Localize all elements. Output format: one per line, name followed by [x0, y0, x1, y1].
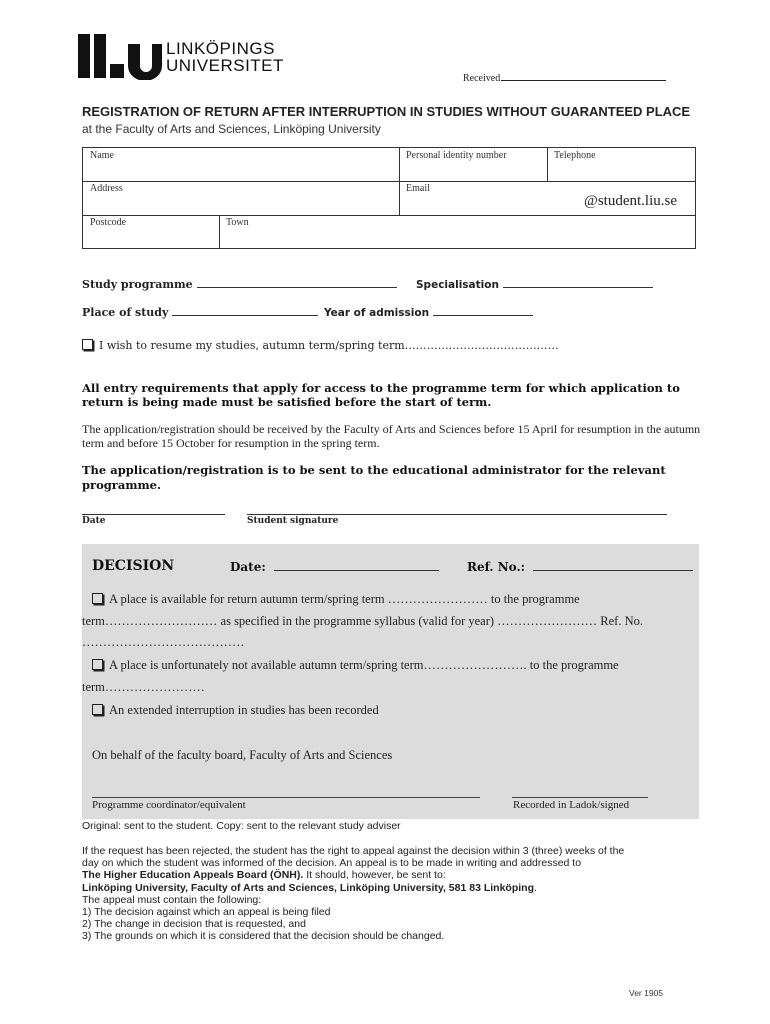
email-label: Email [406, 183, 430, 194]
appeal-line [82, 882, 624, 894]
personal-id-label: Personal identity number [406, 150, 507, 161]
year-of-admission-label: Year of admission [324, 307, 430, 319]
appeal-line: 1) The decision against which an appeal is being filed [82, 906, 331, 919]
appeal-line [82, 869, 624, 881]
specialisation-input[interactable] [503, 286, 653, 288]
option-extended-text: An extended interruption in studies has been recorded [109, 703, 379, 717]
decision-ref-label: Ref. No.: [467, 560, 526, 574]
appeal-line-rest: It should, however, be sent to: [303, 869, 446, 882]
study-programme-row [82, 278, 397, 291]
page-subtitle: at the Faculty of Arts and Sciences, Linköping University [82, 122, 381, 136]
coordinator-label: Programme coordinator/equivalent [92, 799, 246, 811]
address-field[interactable] [83, 181, 399, 215]
decision-ref-input[interactable] [533, 569, 693, 571]
name-label: Name [90, 150, 114, 161]
specialisation-row [416, 279, 653, 291]
student-signature-line[interactable] [247, 514, 667, 515]
appeals-board: The Higher Education Appeals Board (ÖNH). [82, 869, 304, 882]
resume-option [82, 339, 559, 352]
option-not-available-text: A place is unfortunately not available autumn term/spring term……………………. to the programme [109, 658, 619, 672]
postcode-label: Postcode [90, 217, 127, 228]
appeal-line: day on which the student was informed of the decision. An appeal is to be made in writing and addressed to [82, 857, 582, 870]
option-not-available-checkbox[interactable] [92, 659, 103, 670]
town-field[interactable] [219, 215, 697, 249]
place-of-study-row [82, 306, 318, 319]
appeal-address: Linköping University, Faculty of Arts and Sciences, Linköping University, 581 83 Linköping [82, 881, 534, 894]
study-programme-input[interactable] [197, 286, 397, 288]
deadline-note: The application/registration should be received by the Faculty of Arts and Sciences before 15 April for resumption in the autumn term and before 15 October for resumption in the spring term. [82, 422, 701, 450]
appeal-line: If the request has been rejected, the student has the right to appeal against the decision within 3 (three) weeks of the [82, 845, 625, 857]
option-available [92, 592, 580, 607]
version-label: Ver 1905 [629, 988, 664, 998]
postcode-field[interactable] [83, 215, 219, 249]
option-available-text: A place is available for return autumn term/spring term …………………… to the programme [109, 592, 580, 606]
date-signature-line[interactable] [82, 514, 225, 515]
ladok-label: Recorded in Ladok/signed [513, 799, 630, 811]
option-extended-checkbox[interactable] [92, 704, 103, 715]
received-label: Received [463, 73, 501, 84]
original-copy-note: Original: sent to the student. Copy: sent to the relevant study adviser [82, 820, 401, 832]
place-of-study-label: Place of study [82, 306, 169, 319]
option-extended [92, 703, 379, 718]
decision-title: DECISION [92, 558, 175, 574]
telephone-label: Telephone [554, 150, 596, 161]
logo-line2: UNIVERSITET [166, 56, 284, 75]
decision-date-row [230, 560, 439, 574]
resume-text: I wish to resume my studies, autumn term/spring term…………………………………… [99, 339, 559, 352]
appeal-line: 3) The grounds on which it is considered that the decision should be changed. [82, 930, 445, 943]
coordinator-signature-line[interactable] [92, 797, 480, 798]
decision-date-input[interactable] [274, 569, 439, 571]
decision-section [82, 544, 699, 819]
place-of-study-input[interactable] [172, 314, 318, 316]
study-programme-label: Study programme [82, 278, 193, 291]
town-label: Town [226, 217, 249, 228]
specialisation-label: Specialisation [416, 279, 499, 291]
email-domain: @student.liu.se [584, 193, 677, 209]
liu-logo-icon [78, 34, 162, 80]
logo-line1: LINKÖPINGS [166, 39, 275, 58]
page-title: REGISTRATION OF RETURN AFTER INTERRUPTION IN STUDIES WITHOUT GUARANTEED PLACE [82, 104, 691, 119]
behalf-note: On behalf of the faculty board, Faculty of Arts and Sciences [92, 748, 393, 762]
address-label: Address [90, 183, 123, 194]
university-name [166, 40, 284, 74]
student-signature-label: Student signature [247, 516, 339, 526]
year-of-admission-row [324, 307, 533, 319]
date-label: Date [82, 516, 106, 526]
name-field[interactable] [83, 148, 399, 181]
ladok-signature-line[interactable] [512, 797, 648, 798]
option-not-available-line2: term…………………… [82, 680, 205, 694]
received-field [463, 73, 666, 84]
year-of-admission-input[interactable] [433, 314, 533, 316]
option-not-available [92, 658, 619, 673]
option-available-line2: term……………………… as specified in the programme syllabus (valid for year) …………………… Ref. No. [82, 614, 643, 628]
decision-ref-row [467, 560, 693, 574]
appeal-line: 2) The change in decision that is requested, and [82, 918, 306, 931]
telephone-field[interactable] [547, 148, 697, 181]
decision-date-label: Date: [230, 560, 266, 574]
option-available-checkbox[interactable] [92, 593, 103, 604]
appeal-line: The appeal must contain the following: [82, 893, 262, 906]
received-line[interactable] [501, 79, 666, 81]
personal-id-field[interactable] [399, 148, 547, 181]
appeal-line-rest: . [533, 881, 537, 894]
personal-info-table [82, 147, 696, 249]
send-to-note: The application/registration is to be sent to the educational administrator for the relevant programme. [82, 463, 666, 492]
resume-checkbox[interactable] [82, 339, 93, 350]
appeal-info [82, 845, 624, 943]
option-available-line3: ………………………………… [82, 635, 245, 649]
entry-requirements-note: All entry requirements that apply for access to the programme term for which application to return is being made must be satisfied before the start of term. [82, 381, 680, 409]
